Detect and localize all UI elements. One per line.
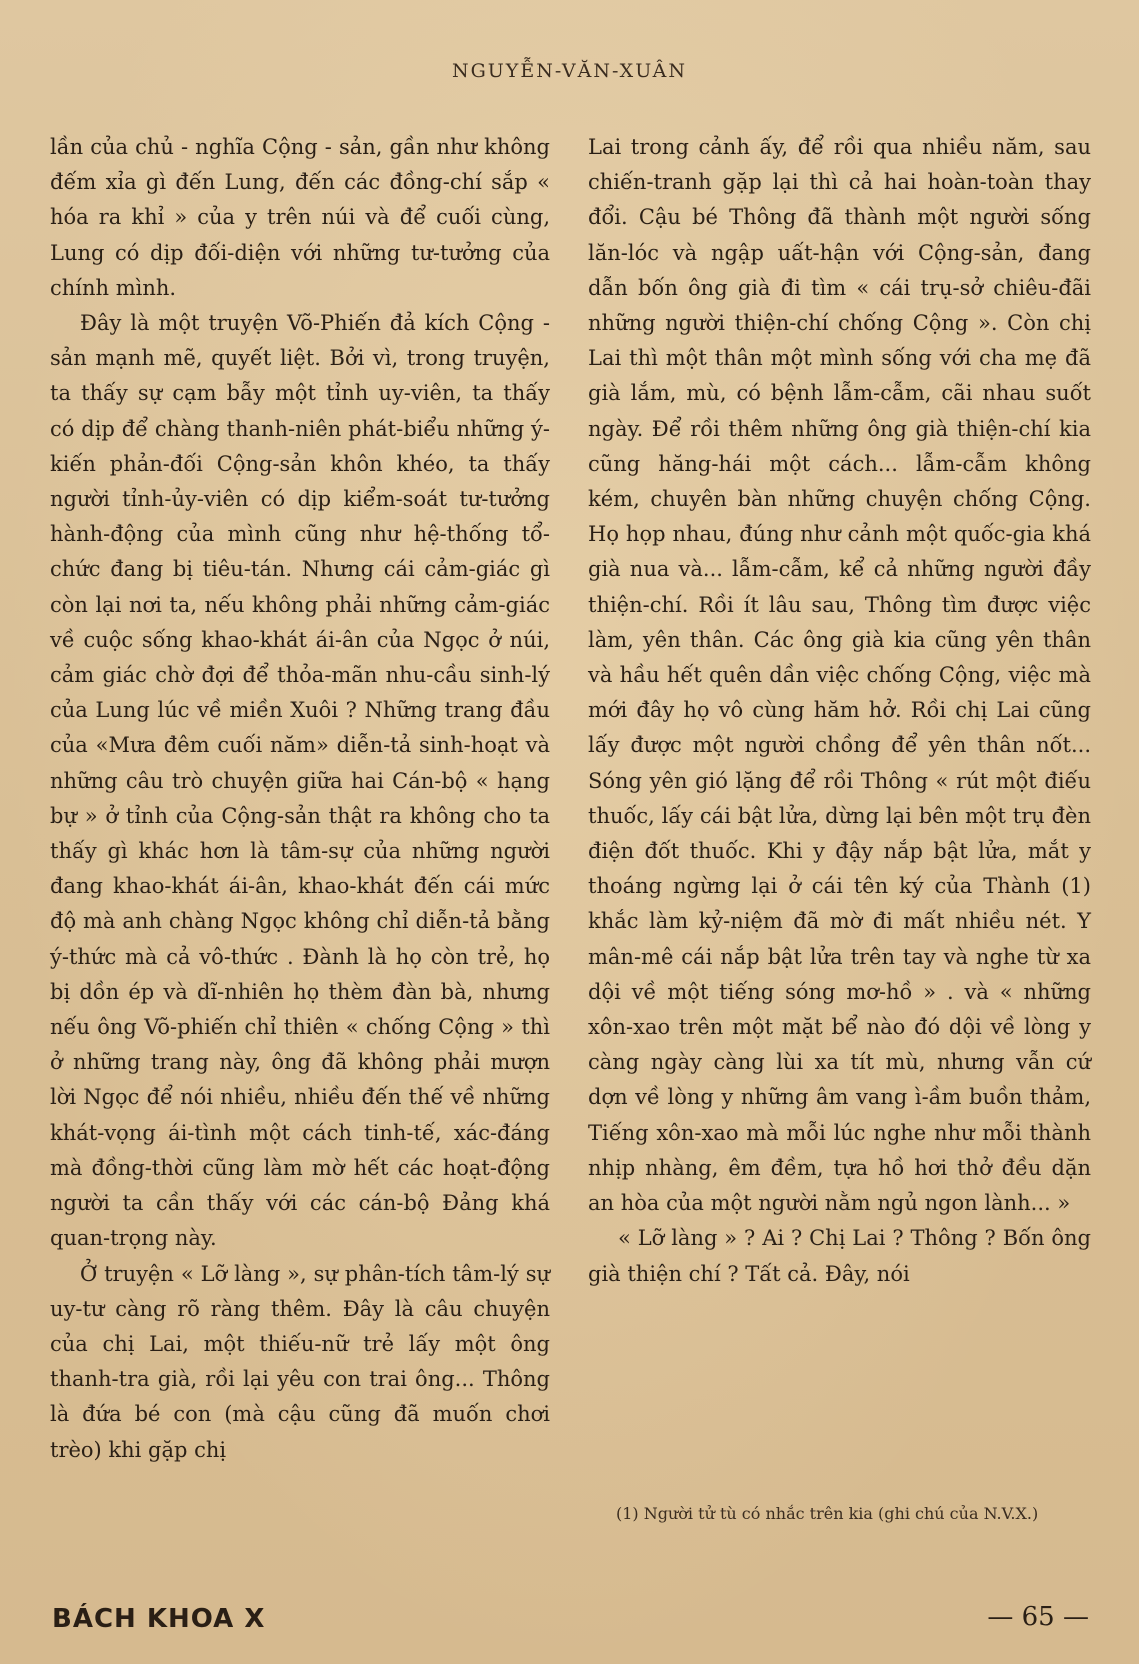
left-column — [50, 130, 550, 1468]
running-head: NGUYỄN-VĂN-XUÂN — [451, 60, 687, 82]
paragraph: Lai trong cảnh ấy, để rồi qua nhiều năm, sau chiến-tranh gặp lại thì cả hai hoàn-toàn thay đổi. Cậu bé Thông đã thành một người sống lăn-lóc và ngập uất-hận với Cộng-sản, đang dẫn bốn ông già đi tìm « cái trụ-sở chiêu-đãi những người thiện-chí chống Cộng ». Còn chị Lai thì một thân một mình sống với cha mẹ đã già lắm, mù, có bệnh lẫm-cẫm, cãi nhau suốt ngày. Để rồi thêm những ông già thiện-chí kia cũng hăng-hái một cách... lẫm-cẫm không kém, chuyên bàn những chuyện chống Cộng. Họ họp nhau, đúng như cảnh một quốc-gia khá già nua và... lẫm-cẫm, kể cả những người đầy thiện-chí. Rồi ít lâu sau, Thông tìm được việc làm, yên thân. Các ông già kia cũng yên thân và hầu hết quên dần việc chống Cộng, việc mà mới đây họ vô cùng hăm hở. Rồi chị Lai cũng lấy được một người chồng để yên thân nốt... Sóng yên gió lặng để rồi Thông « rút một điếu thuốc, lấy cái bật lửa, dừng lại bên một trụ đèn điện đốt thuốc. Khi y đậy nắp bật lửa, mắt y thoáng ngừng lại ở cái tên ký của Thành (1) khắc làm kỷ-niệm đã mờ đi mất nhiều nét. Y mân-mê cái nắp bật lửa trên tay và nghe từ xa dội về một tiếng sóng mơ-hồ » . và « những xôn-xao trên một mặt bể nào đó dội về lòng y càng ngày càng lùi xa tít mù, nhưng vẫn cứ dợn về lòng y những âm vang ì-ầm buồn thảm, Tiếng xôn-xao mà mỗi lúc nghe như mỗi thành nhịp nhàng, êm đềm, tựa hồ hơi thở đều dặn an hòa của một người nằm ngủ ngon lành... » — [588, 135, 1091, 1216]
issue-mark: X — [244, 1604, 266, 1634]
page-number: — 65 — — [987, 1602, 1089, 1632]
right-column — [588, 130, 1091, 1292]
magazine-footer — [52, 1604, 265, 1634]
paragraph: Ở truyện « Lỡ làng », sự phân-tích tâm-lý sự uy-tư càng rõ ràng thêm. Đây là câu chuyện của chị Lai, một thiếu-nữ trẻ lấy một ông thanh-tra già, rồi lại yêu con trai ông... Thông là đứa bé con (mà cậu cũng đã muốn chơi trèo) khi gặp chị — [50, 1261, 550, 1462]
paragraph: Đây là một truyện Võ-Phiến đả kích Cộng - sản mạnh mẽ, quyết liệt. Bởi vì, trong truyện, ta thấy sự cạm bẫy một tỉnh uy-viên, ta thấy có dịp để chàng thanh-niên phát-biểu những ý-kiến phản-đối Cộng-sản khôn khéo, ta thấy người tỉnh-ủy-viên có dịp kiểm-soát tư-tưởng hành-động của mình cũng như hệ-thống tổ-chức đang bị tiêu-tán. Nhưng cái cảm-giác gì còn lại nơi ta, nếu không phải những cảm-giác về cuộc sống khao-khát ái-ân của Ngọc ở núi, cảm giác chờ đợi để thỏa-mãn nhu-cầu sinh-lý của Lung lúc về miền Xuôi ? Những trang đầu của «Mưa đêm cuối năm» diễn-tả sinh-hoạt và những câu trò chuyện giữa hai Cán-bộ « hạng bự » ở tỉnh của Cộng-sản thật ra không cho ta thấy gì khác hơn là tâm-sự của những người đang khao-khát ái-ân, khao-khát đến cái mức độ mà anh chàng Ngọc không chỉ diễn-tả bằng ý-thức mà cả vô-thức . Đành là họ còn trẻ, họ bị dồn ép và dĩ-nhiên họ thèm đàn bà, nhưng nếu ông Võ-phiến chỉ thiên « chống Cộng » thì ở những trang này, ông đã không phải mượn lời Ngọc để nói nhiều, nhiều đến thế về những khát-vọng ái-tình một cách tinh-tế, xác-đáng mà đồng-thời cũng làm mờ hết các hoạt-động người ta cần thấy với các cán-bộ Đảng khá quan-trọng này. — [50, 311, 550, 1251]
footnote: (1) Người tử tù có nhắc trên kia (ghi chú của N.V.X.) — [616, 1504, 1039, 1523]
magazine-name: BÁCH KHOA — [52, 1604, 235, 1634]
paragraph: « Lỡ làng » ? Ai ? Chị Lai ? Thông ? Bốn ông già thiện chí ? Tất cả. Đây, nói — [588, 1226, 1091, 1286]
paragraph: lần của chủ - nghĩa Cộng - sản, gần như không đếm xỉa gì đến Lung, đến các đồng-chí sắp « hóa ra khỉ » của y trên núi và để cuối cùng, Lung có dịp đối-diện với những tư-tưởng của chính mình. — [50, 135, 550, 300]
